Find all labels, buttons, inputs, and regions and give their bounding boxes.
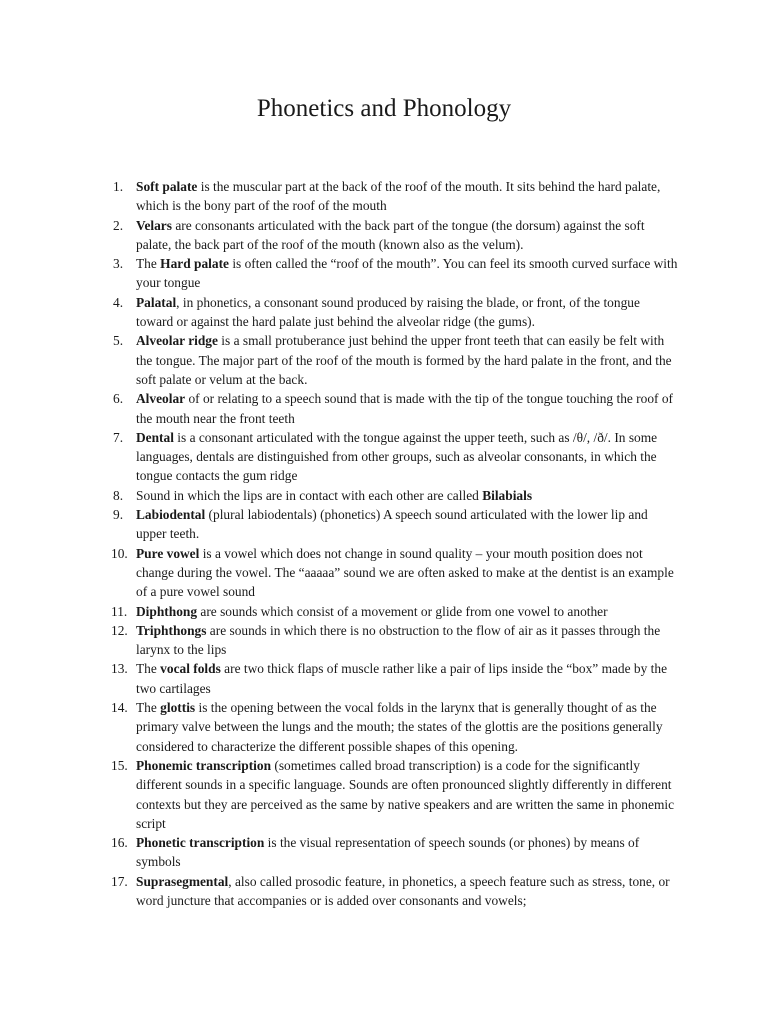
item-term: Alveolar ridge [136, 333, 218, 349]
item-text: is a small protuberance just behind the upper front teeth that can easily be felt with the tongue. The major part of the roof of the mouth is formed by the hard palate in the front, and the soft palate or velum at the back. [136, 333, 672, 387]
list-item [113, 389, 679, 428]
item-term: Suprasegmental [136, 873, 229, 889]
item-text: are consonants articulated with the back part of the tongue (the dorsum) against the soft palate, the back part of the roof of the mouth (known also as the velum). [136, 217, 645, 252]
list-item [113, 833, 679, 872]
list-item [113, 544, 679, 602]
page-title: Phonetics and Phonology [256, 95, 512, 122]
item-number: 4. [113, 294, 124, 310]
item-text: of or relating to a speech sound that is made with the tip of the tongue touching the roof of the mouth near the front teeth [136, 391, 673, 426]
item-term: Phonemic transcription [136, 757, 272, 773]
item-prefix: The [136, 256, 161, 272]
item-term: glottis [160, 700, 196, 716]
item-number: 7. [113, 429, 124, 445]
item-number: 16. [111, 835, 128, 851]
definition-list [113, 177, 679, 910]
item-number: 12. [111, 622, 128, 638]
item-number: 5. [113, 333, 124, 349]
item-text: are sounds which consist of a movement or glide from one vowel to another [197, 603, 608, 619]
item-number: 8. [113, 487, 124, 503]
item-text: (plural labiodentals) (phonetics) A speech sound articulated with the lower lip and upper teeth. [136, 507, 648, 542]
item-text: is a vowel which does not change in sound quality – your mouth position does not change during the vowel. The “aaaaa” sound we are often asked to make at the dentist is an example of a pure vowel sound [136, 545, 674, 600]
item-prefix: The [136, 661, 161, 677]
list-item [113, 602, 679, 621]
item-text: is a consonant articulated with the tongue against the upper teeth, such as /θ/, /ð/. In some languages, dentals are distinguished from other groups, such as alveolar consonants, in which the tongue contacts the gum ridge [136, 429, 658, 484]
list-item [113, 216, 679, 255]
item-term: Bilabials [482, 487, 533, 503]
item-text: , in phonetics, a consonant sound produced by raising the blade, or front, of the tongue toward or against the hard palate just behind the alveolar ridge (the gums). [136, 294, 640, 330]
item-term: Alveolar [136, 391, 186, 407]
item-number: 11. [111, 603, 128, 619]
item-text: , also called prosodic feature, in phonetics, a speech feature such as stress, tone, or word juncture that accompanies or is added over consonants and vowels; [136, 873, 670, 908]
item-number: 10. [111, 545, 128, 561]
item-number: 3. [113, 256, 124, 272]
item-prefix: Sound in which the lips are in contact with each other are called [136, 487, 483, 503]
item-text: is the muscular part at the back of the roof of the mouth. It sits behind the hard palate, which is the bony part of the roof of the mouth [136, 179, 661, 214]
list-item [113, 293, 679, 332]
item-number: 1. [113, 179, 124, 194]
item-text: is the opening between the vocal folds in the larynx that is generally thought of as the primary valve between the lungs and the mouth; the states of the glottis are the positions generally considered to characterize the different possible shapes of this opening. [136, 700, 663, 754]
list-item [113, 505, 679, 544]
item-term: Phonetic transcription [136, 835, 265, 851]
item-term: vocal folds [160, 661, 221, 677]
list-item [113, 486, 679, 505]
list-item [113, 756, 679, 833]
list-item [113, 698, 679, 756]
item-term: Dental [136, 429, 174, 445]
list-item [113, 254, 679, 293]
item-term: Triphthongs [136, 622, 207, 638]
item-number: 6. [113, 391, 124, 407]
item-prefix: The [136, 700, 161, 716]
list-item [113, 621, 679, 660]
item-text: (sometimes called broad transcription) is a code for the significantly different sounds in a specific language. Sounds are often pronounced slightly differently in different contexts but they are perceived as the same by native speakers and are written the same in phonemic script [136, 757, 675, 831]
list-item [113, 177, 679, 216]
list-item [113, 659, 679, 698]
item-text: is often called the “roof of the mouth”. You can feel its smooth curved surface with your tongue [136, 256, 678, 291]
item-term: Diphthong [136, 603, 198, 619]
item-number: 13. [111, 661, 128, 677]
list-item [113, 428, 679, 486]
item-number: 9. [113, 507, 124, 523]
item-text: are two thick flaps of muscle rather like a pair of lips inside the “box” made by the two cartilages [136, 661, 668, 696]
list-item [113, 872, 679, 911]
item-text: are sounds in which there is no obstruction to the flow of air as it passes through the larynx to the lips [136, 622, 661, 658]
item-number: 17. [111, 873, 128, 889]
item-term: Labiodental [136, 507, 206, 523]
item-term: Pure vowel [136, 545, 200, 561]
item-number: 14. [111, 700, 128, 716]
item-term: Velars [136, 217, 172, 233]
list-item [113, 331, 679, 389]
item-number: 2. [113, 217, 124, 233]
item-text: is the visual representation of speech sounds (or phones) by means of symbols [136, 835, 640, 870]
item-term: Soft palate [136, 179, 198, 194]
item-term: Palatal [136, 294, 177, 310]
item-number: 15. [111, 757, 128, 773]
item-term: Hard palate [160, 256, 229, 272]
